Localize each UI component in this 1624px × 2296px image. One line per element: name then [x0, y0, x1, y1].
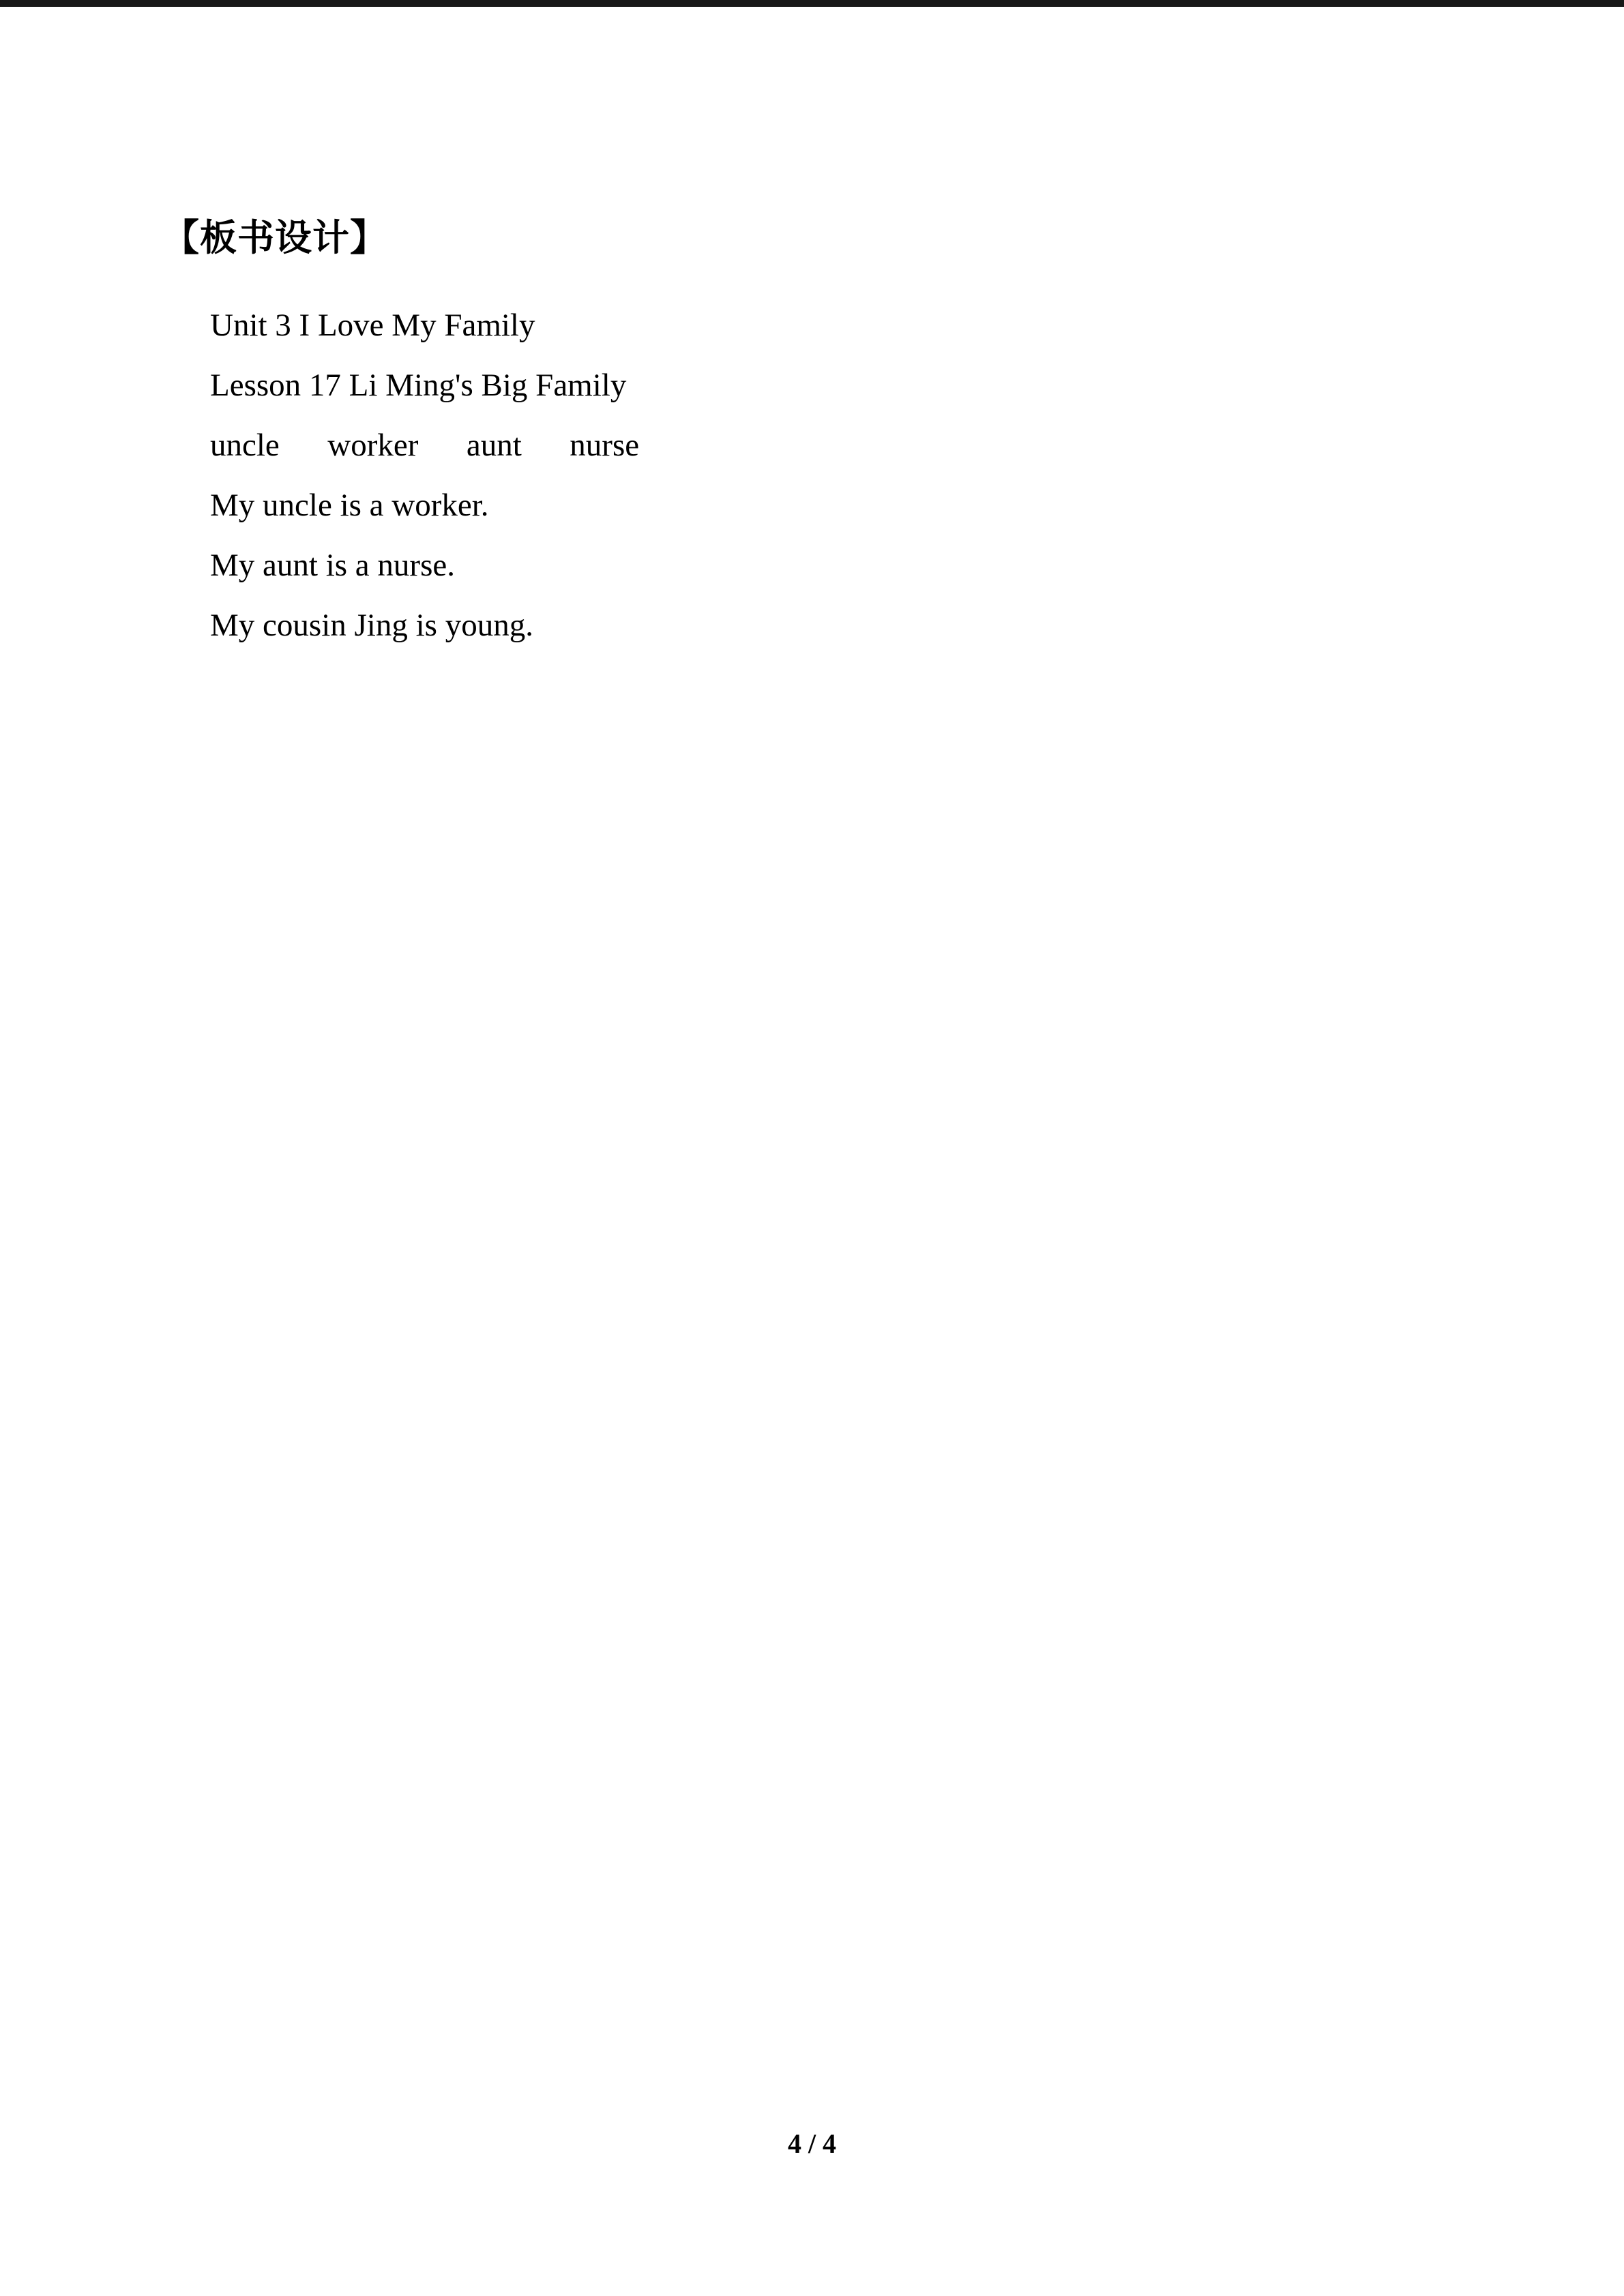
board-line-vocabulary: uncle worker aunt nurse [210, 428, 640, 463]
board-line-unit-title: Unit 3 I Love My Family [210, 308, 535, 343]
board-line-sentence-3: My cousin Jing is young. [210, 608, 533, 643]
board-design-heading: 【板书设计】 [162, 218, 387, 258]
page-number: 4 / 4 [787, 2128, 837, 2159]
board-line-sentence-1: My uncle is a worker. [210, 488, 489, 523]
board-design-content [210, 295, 1438, 655]
board-line-sentence-2: My aunt is a nurse. [210, 548, 455, 583]
board-line-lesson-title: Lesson 17 Li Ming's Big Family [210, 368, 627, 403]
page-top-border [0, 0, 1624, 7]
